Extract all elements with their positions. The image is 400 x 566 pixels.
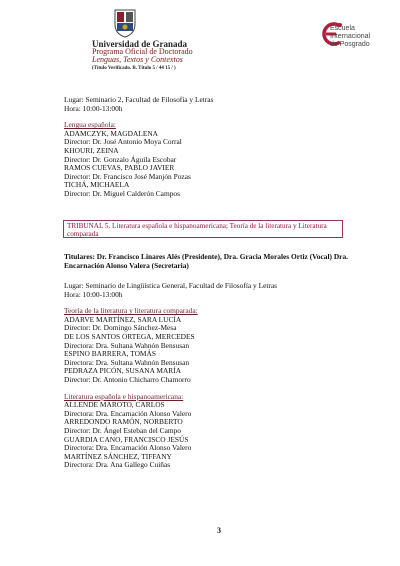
location-text: Lugar: Seminario de Lingüística General, Facultad de Filosofía y Letras bbox=[64, 281, 278, 290]
program-code: (Título Verificado. B. Título 5 / 44 15 / ) bbox=[92, 65, 176, 71]
tribunal-5-section bbox=[64, 282, 277, 470]
list-item: Director: Dr. Miguel Calderón Campos bbox=[64, 188, 180, 198]
school-line-2: Internacional bbox=[330, 33, 371, 40]
program-name: Lenguas, Textos y Contextos bbox=[92, 55, 183, 65]
list-item: Director: Dr. Francisco José Manjón Pozas bbox=[64, 171, 191, 181]
list-item: Director: Dr. Ángel Esteban del Campo bbox=[64, 425, 181, 435]
list-item: Directora: Dra. Encarnación Alonso Valero bbox=[64, 408, 192, 418]
list-item: ESPINO BARRERA, TOMÁS bbox=[64, 349, 156, 359]
list-item: ADARVE MARTÍNEZ, SARA LUCÍA bbox=[64, 314, 182, 324]
list-item: KHOURI, ZEINA bbox=[64, 145, 119, 155]
university-crest-logo bbox=[112, 8, 138, 38]
list-item: ARREDONDO RAMÓN, NORBERTO bbox=[64, 417, 183, 427]
titulares-text: Titulares: Dr. Francisco Linares Alés (Presidente), Dra. Gracia Morales Ortiz (Vocal) Dra. Encarnación Alonso Valera (Secretaria) bbox=[64, 252, 349, 270]
time-text: Hora: 10:00-13:00h bbox=[64, 103, 123, 113]
list-item: Director: Dr. Domingo Sánchez-Mesa bbox=[64, 323, 177, 333]
list-item: Directora: Dra. Ana Gallego Cuiñas bbox=[64, 460, 171, 470]
school-line-3: de Posgrado bbox=[330, 41, 370, 48]
list-item: Directora: Dra. Sultana Wahnón Bensusan bbox=[64, 340, 190, 350]
location-text: Lugar: Seminario 2, Facultad de Filosofía y Letras bbox=[64, 95, 214, 104]
section-heading: Teoría de la literatura y literatura comparada: bbox=[64, 306, 198, 316]
list-item: Directora: Dra. Encarnación Alonso Valero bbox=[64, 443, 192, 453]
tribunal-5-box: TRIBUNAL 5. Literatura española e hispanoamericana; Teoría de la literatura y Literatura comparada bbox=[63, 220, 343, 238]
list-item: GUARDIA CANO, FRANCISCO JESÚS bbox=[64, 434, 189, 444]
school-line-1: Escuela bbox=[330, 25, 355, 32]
list-item: Director: Dr. José Antonio Moya Corral bbox=[64, 137, 182, 147]
list-item: Director: Dr. Antonio Chicharro Chamorro bbox=[64, 374, 191, 384]
escuela-posgrado-name bbox=[330, 25, 370, 49]
list-item: RAMOS CUEVAS, PABLO JAVIER bbox=[64, 163, 175, 173]
list-item: MARTÍNEZ SÁNCHEZ, TIFFANY bbox=[64, 451, 172, 461]
section-heading: Lengua española: bbox=[64, 120, 116, 130]
university-header bbox=[92, 40, 193, 73]
list-item: Directora: Dra. Sultana Wahnón Bensusan bbox=[64, 357, 190, 367]
tribunal-4-section bbox=[64, 96, 213, 199]
list-item: ALLENDE MAROTO, CARLOS bbox=[64, 400, 165, 410]
list-item: ADAMCZYK, MAGDALENA bbox=[64, 128, 159, 138]
program-title: Programa Oficial de Doctorado bbox=[92, 47, 193, 57]
university-name: Universidad de Granada bbox=[92, 39, 188, 49]
list-item: PEDRAZA PICÓN, SUSANA MARÍA bbox=[64, 366, 182, 376]
section-heading: Literatura española e hispanoamericana: bbox=[64, 391, 184, 401]
list-item: TICHÁ, MICHAELA bbox=[64, 180, 130, 190]
list-item: DE LOS SANTOS ORTEGA, MERCEDES bbox=[64, 331, 195, 341]
list-item: Director: Dr. Gonzalo Águila Escobar bbox=[64, 154, 177, 164]
page-number: 3 bbox=[217, 526, 221, 535]
time-text: Hora: 10:00-13:00h bbox=[64, 289, 123, 299]
